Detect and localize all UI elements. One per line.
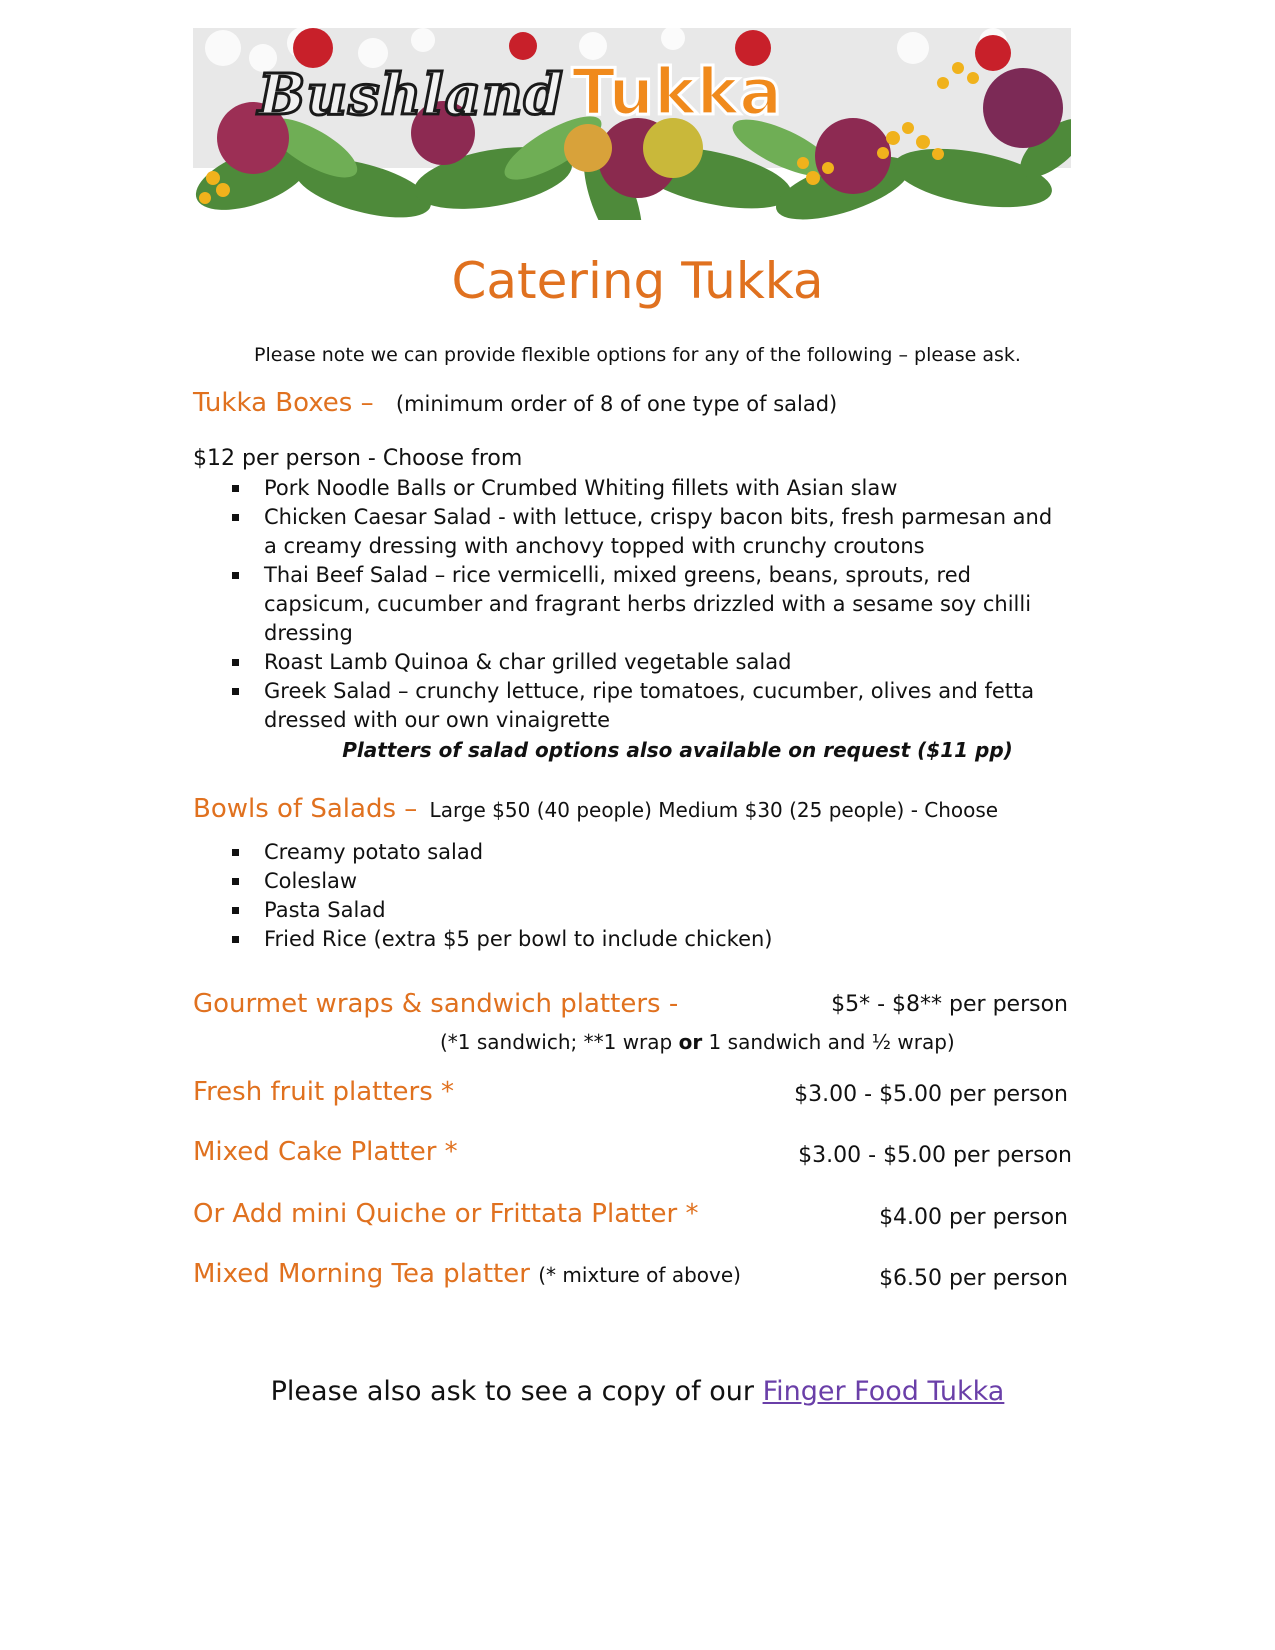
- list-item: Coleslaw: [228, 867, 1088, 896]
- banner-word-tukka: Tukka: [571, 56, 783, 130]
- morning-tea-heading: [193, 1259, 741, 1289]
- list-item: Thai Beef Salad – rice vermicelli, mixed greens, beans, sprouts, red capsicum, cucumber and fragrant herbs drizzled with a sesame soy chilli dressing: [228, 561, 1068, 648]
- wraps-subnote-part-a: (*1 sandwich; **1 wrap: [440, 1030, 679, 1054]
- banner: [193, 28, 1071, 220]
- tukka-boxes-minimum: (minimum order of 8 of one type of salad): [395, 392, 838, 416]
- wraps-subnote-or: or: [678, 1030, 703, 1054]
- tukka-boxes-heading: [193, 388, 837, 418]
- list-item: Creamy potato salad: [228, 838, 1088, 867]
- fruit-price: $3.00 - $5.00 per person: [794, 1082, 1068, 1107]
- cake-heading: Mixed Cake Platter *: [193, 1137, 458, 1167]
- list-item: Greek Salad – crunchy lettuce, ripe tomatoes, cucumber, olives and fetta dressed with our own vinaigrette: [228, 677, 1068, 735]
- list-item: Roast Lamb Quinoa & char grilled vegetable salad: [228, 648, 1068, 677]
- finger-food-link[interactable]: Finger Food Tukka: [762, 1376, 1005, 1407]
- footer-note: [0, 1376, 1275, 1407]
- wraps-price: $5* - $8** per person: [831, 992, 1068, 1017]
- wraps-subnote: [440, 1030, 955, 1054]
- list-item: Chicken Caesar Salad - with lettuce, crispy bacon bits, fresh parmesan and a creamy dressing with anchovy topped with crunchy croutons: [228, 503, 1068, 561]
- bowls-heading: [193, 794, 998, 824]
- morning-tea-title: Mixed Morning Tea platter: [193, 1259, 530, 1289]
- wraps-subnote-part-b: 1 sandwich and ½ wrap): [702, 1030, 955, 1054]
- banner-word-bushland: Bushland: [258, 62, 564, 128]
- fruit-heading: Fresh fruit platters *: [193, 1077, 455, 1107]
- platters-note: Platters of salad options also available on request ($11 pp): [342, 738, 1013, 762]
- bowls-prices: Large $50 (40 people) Medium $30 (25 people) - Choose: [429, 798, 999, 822]
- page-title: Catering Tukka: [451, 252, 824, 310]
- list-item: Fried Rice (extra $5 per bowl to include chicken): [228, 925, 1088, 954]
- tukka-boxes-title: Tukka Boxes –: [193, 388, 374, 418]
- footer-text: Please also ask to see a copy of our: [270, 1376, 763, 1407]
- quiche-heading: Or Add mini Quiche or Frittata Platter *: [193, 1199, 699, 1229]
- banner-logo: [258, 56, 782, 130]
- bowls-list: [228, 838, 1088, 954]
- bowls-title: Bowls of Salads –: [193, 794, 418, 824]
- list-item: Pasta Salad: [228, 896, 1088, 925]
- tukka-boxes-price: $12 per person - Choose from: [193, 446, 523, 471]
- tukka-boxes-list: [228, 474, 1068, 735]
- quiche-price: $4.00 per person: [879, 1205, 1068, 1230]
- list-item: Pork Noodle Balls or Crumbed Whiting fillets with Asian slaw: [228, 474, 1068, 503]
- cake-price: $3.00 - $5.00 per person: [798, 1143, 1072, 1168]
- morning-tea-aside: (* mixture of above): [538, 1263, 741, 1287]
- wraps-heading: Gourmet wraps & sandwich platters -: [193, 989, 679, 1019]
- intro-note: Please note we can provide flexible options for any of the following – please ask.: [254, 344, 1021, 366]
- morning-tea-price: $6.50 per person: [879, 1266, 1068, 1291]
